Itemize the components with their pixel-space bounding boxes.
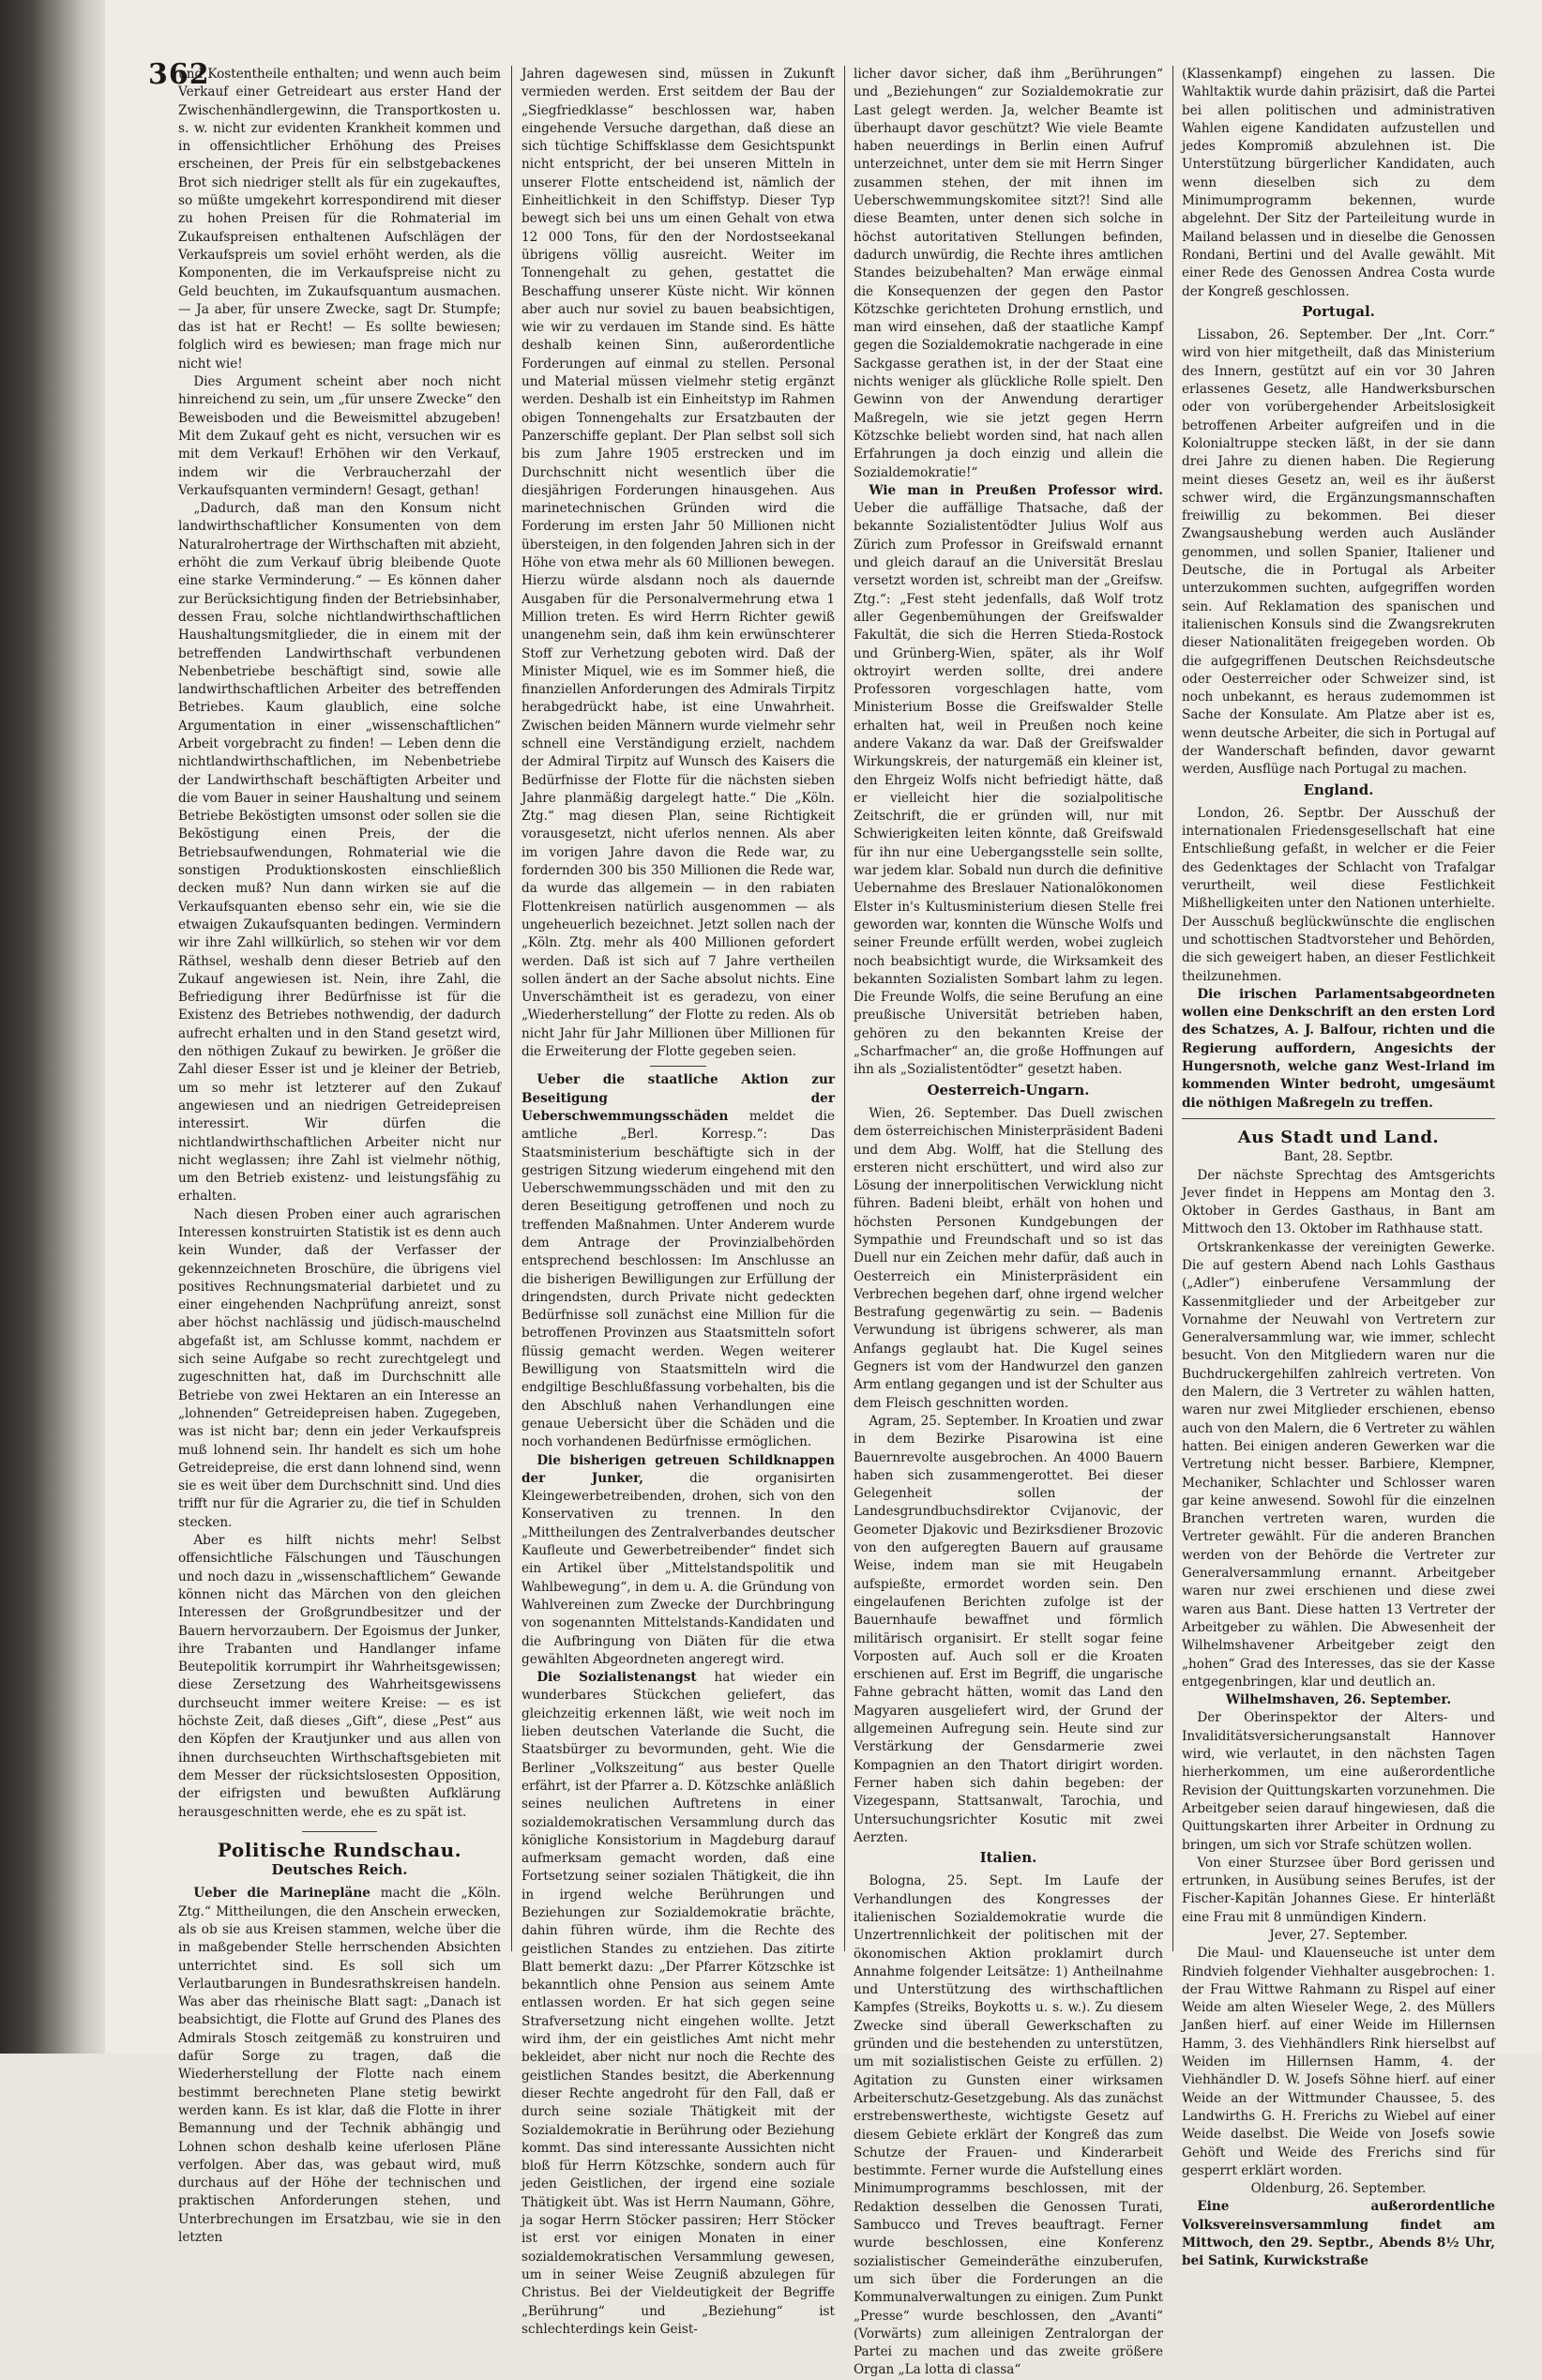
paragraph: Ortskrankenkasse der vereinigten Gewerke. Die auf gestern Abend nach Lohls Gasthaus („Adler“) einberufene Versammlung der Kassenmitglieder und der Arbeitgeber zur Vornahme der Neuwahl von Vertretern zur Generalversammlung war, wie immer, schlecht besucht. Von den Mitgliedern waren nur die Buchdruckergehilfen zahlreich vertreten. Von den Malern, die 3 Vertreter zu wählen hatten, waren nur zwei Mitglieder erschienen, ebenso auch von den Malern, die 6 Vertreter zu wählen hatten. Bei einigen anderen Gewerken war die Vertretung nicht besser. Barbiere, Klempner, Mechaniker, Schlachter und Schlosser waren gar keine anwesend. Sowohl für die einzelnen Branchen vertreten waren, wurden die Vertreter gewählt. Für die anderen Branchen werden von der Behörde die Vertreter zur Generalversammlung ernannt. Arbeitgeber waren nur zwei erschienen und diese zwei waren aus Bant. Diese hatten 13 Vertreter der Arbeitgeber zu wählen. Die Abwesenheit der Wilhelmshavener Arbeitgeber zeigt den „hohen“ Grad des Interesses, das sie der Kasse entgegenbringen, klar und deutlich an.	[1182, 1239, 1495, 1690]
column-rule	[844, 66, 845, 1951]
paragraph: Wien, 26. September. Das Duell zwischen dem österreichischen Ministerpräsident Badeni und dem Abg. Wolff, hat die Stellung des ersteren nicht erschüttert, und wird also zur Lösung der innerpolitischen Verwicklung nicht führen. Badeni bleibt, erhält von hohen und höchsten Personen Kundgebungen der Sympathie und Freundschaft und so ist das Duell nur ein Zeichen mehr dafür, daß auch in Oesterreich ein Ministerpräsident ein Verbrechen begehen darf, ohne irgend welcher Bestrafung gegenwärtig zu sein. — Badenis Verwundung ist übrigens schwerer, als man Anfangs geglaubt hat. Die Kugel seines Gegners ist vom der Handwurzel den ganzen Arm entlang gegangen und ist der Schulter aus dem Fleisch geschnitten worden.	[854, 1105, 1163, 1411]
paragraph: „Dadurch, daß man den Konsum nicht landwirthschaftlicher Konsumenten von dem Naturalrohertrage der Wirthschaften mit abzieht, erhöht die zum Verkauf übrig bleibende Quote eine starke Verminderung.“ — Es können daher zur Berücksichtigung finden der Betriebsinhaber, dessen Frau, solche nichtlandwirthschaftlichen Haushaltungsmitglieder, die in einem mit der betreffenden Landwirthschaft verbundenen Nebenbetriebe beschäftigt sind, sowie alle landwirthschaftlichen Arbeiter des betreffenden Betriebes. Kaum glaublich, eine solche Argumentation in einer „wissenschaftlichen“ Arbeit vorgebracht zu finden! — Leben denn die nichtlandwirthschaftlichen, im Nebenbetriebe der Landwirthschaft beschäftigten Arbeiter und die vom Bauer in seiner Haushaltung und seinem Betriebe Beköstigten umsonst oder sollen sie die Beköstigung einen Preis, der die Betriebsaufwendungen, Rohmaterial wie die sonstigen Produktionskosten einschließlich decken muß? Nun dann wirken sie auf die Verkaufsquanten ebenso sehr ein, wie sie die etwaigen Zukaufsquanten bedingen. Vermindern wir ihre Zahl willkürlich, so stehen wir vor dem Räthsel, weshalb denn dieser Betrieb auf den Zukauf angewiesen ist. Nein, ihre Zahl, die Befriedigung ihrer Bedürfnisse ist für die Existenz des Betriebes nothwendig, der dadurch aufrecht erhalten und in den Stand gesetzt wird, den nöthigen Zukauf zu bewirken. Je größer die Zahl dieser Esser ist und je kleiner der Betrieb, um so mehr ist letzterer auf den Zukauf angewiesen und an niedrigen Getreidepreisen interessirt. Wir dürfen die nichtlandwirthschaftlichen Arbeiter nicht nur nicht weglassen; ihre Zahl ist vielmehr nöthig, um den Betrieb existenz- und leistungsfähig zu erhalten.	[178, 501, 501, 1205]
paragraph: und Kostentheile enthalten; und wenn auch beim Verkauf einer Getreideart aus erster Hand der Zwischenhändlergewinn, die Transportkosten u. s. w. nicht zur evidenten Krankheit kommen und in offensichtlicher Erhöhung des Preises erscheinen, der Preis für ein selbstgebackenes Brot sich niedriger stellt als für ein zugekauftes, so müßte umgekehrt korrespondirend mit dieser zu hohen Preisen für die Rohmaterial im Zukaufspreisen enthaltenen Aufschlägen der Verkaufspreis um soviel erhöht werden, als die Komponenten, die im Verkaufspreise nicht zu Geld beuchten, im Zukaufsquantum ausmachen. — Ja aber, für unsere Zwecke, sagt Dr. Stumpfe; das ist hat er Recht! — Es sollte bewiesen; folglich wird es bewiesen; man frage mich nur nicht wie!	[178, 67, 501, 371]
subsection-heading: Italien.	[979, 1849, 1037, 1867]
page-number: 362	[148, 58, 210, 91]
paragraph: London, 26. Septbr. Der Ausschuß der internationalen Friedensgesellschaft hat eine Entschließung gefaßt, in welcher er die Feier des Gedenktages der Schlacht von Trafalgar verurtheilt, weil diese Festlichkeit Mißhelligkeiten unter den Nationen unterhielte. Der Ausschuß beglückwünschte die englischen und schottischen Stadtvorsteher und Behörden, die sich geweigert haben, an dieser Festlichkeit theilzunehmen.	[1182, 805, 1495, 984]
paragraph: Agram, 25. September. In Kroatien und zwar in dem Bezirke Pisarowina ist eine Bauernrevolte ausgebrochen. An 4000 Bauern haben sich zusammengerottet. Bei dieser Gelegenheit sollen der Landesgrundbuchsdirektor Cvijanovic, der Geometer Djakovic und Bezirksdiener Brozovic von den aufgeregten Bauern auf grausame Weise, indem man sie mit Heugabeln aufspießte, ermordet worden sein. Den eingelaufenen Berichten zufolge ist der Bauernhaufe bewaffnet und förmlich militärisch organisirt. Er stellt sogar feine Vorposten auf. Auch soll er die Kroaten erschienen auf. Erst im Begriff, die ungarische Fahne gebracht hätten, womit das Land den Magyaren ausgeliefert wird, der Grund der allgemeinen Aufregung sein. Heute sind zur Verstärkung der Gensdarmerie zwei Kompagnien an den Thatort dirigirt worden. Ferner haben sich dahin begeben: der Vizegespann, Stattsanwalt, Tarochia, und Untersuchungsrichter Kosutic mit zwei Aerzten.	[854, 1413, 1163, 1845]
divider	[650, 1066, 706, 1067]
paragraph: licher davor sicher, daß ihm „Berührungen“ und „Beziehungen“ zur Sozialdemokratie zur Last gelegt werden. Ja, welcher Beamte ist überhaupt davor geschützt? Wie viele Beamte haben neuerdings in Berlin einen Aufruf unterzeichnet, unter dem sie mit Herrn Singer zusammen stehen, der mit ihnen im Ueberschwemmungskomitee sitzt?! Sind alle diese Beamten, unter denen sich solche in höchst autoritativen Stellungen befinden, dadurch unwürdig, die Rechte ihres amtlichen Standes beizubehalten? Man erwäge einmal die Konsequenzen der gegen den Pastor Kötzschke gerichteten Drohung ernstlich, und man wird einsehen, daß der staatliche Kampf gegen die Sozialdemokratie nachgerade in eine Sackgasse gerathen ist, in der der Staat eine nichts weniger als glückliche Rolle spielt. Den Gewinn von der Anwendung derartiger Maßregeln, wie sie jetzt gegen Herrn Kötzschke beliebt worden sind, hat nach allen Erfahrungen ja doch einzig und allein die Sozialdemokratie!“	[854, 67, 1163, 480]
column-1	[178, 66, 502, 2246]
article-lead: Ueber die Marinepläne	[193, 1886, 370, 1902]
paragraph: Aber es hilft nichts mehr! Selbst offensichtliche Fälschungen und Täuschungen und noch dazu in „wissenschaftlichem“ Gewande können nicht das Märchen von den gleichen Interessen der Großgrundbesitzer und der Bauern hervorzaubern. Der Egoismus der Junker, ihre Trabanten und Handlanger infame Beutepolitik korrumpirt ihr Wahrheitsgewissen; diese Zersetzung des Wahrheitsgewissens durchseucht immer weitere Kreise: — es ist höchste Zeit, daß dieses „Gift“, diese „Pest“ aus den Köpfen der Krautjunker und aus allen von ihnen durchseuchten Wirthschaftsgebieten mit dem Messer der rücksichtslosesten Opposition, der eifrigsten und bewußten Aufklärung herausgeschnitten werde, ehe es zu spät ist.	[178, 1533, 501, 1820]
column-3	[854, 66, 1163, 2378]
column-2	[522, 66, 835, 2337]
paragraph: Der Oberinspektor der Alters- und Invaliditätsversicherungsanstalt Hannover wird, wie verlautet, in den nächsten Tagen hierherkommen, um eine außerordentliche Revision der Quittungskarten vorzunehmen. Die Arbeitgeber seien darauf hingewiesen, daß die Quittungskarten ihrer Arbeiter in Ordnung zu bringen, um sich vor Strafe schützen wollen.	[1182, 1710, 1495, 1853]
paragraph: hat wieder ein wunderbares Stückchen geliefert, das gleichzeitig erkennen läßt, wie weit noch im lieben deutschen Vaterlande die Sucht, die Staatsbürger zu bevormunden, geht. Wie die Berliner „Volkszeitung“ aus bester Quelle erfährt, ist der Pfarrer a. D. Kötzschke anläßlich seines neulichen Auftretens in einer sozialdemokratischen Versammlung durch das königliche Konsistorium in Magdeburg darauf aufmerksam gemacht worden, daß eine Fortsetzung seiner sozialen Thätigkeit, die ihn in irgend welche Berührungen und Beziehungen zur Sozialdemokratie brächte, dahin führen würde, ihm die Rechte des geistlichen Standes zu entziehen. Das zitirte Blatt bemerkt dazu: „Der Pfarrer Kötzschke ist bekanntlich ohne Pension aus seinem Amte entlassen worden. Er hat sich gegen seine Strafversetzung nicht eingehen wollte. Jetzt wird ihm, der ein geistliches Amt nicht mehr bekleidet, aber nicht nur noch die Rechte des geistlichen Standes besitzt, die Aberkennung dieser Rechte angedroht für den Fall, daß er durch seine soziale Thätigkeit mit der Sozialdemokratie in Berührung oder Beziehung kommt. Das sind interessante Aussichten nicht bloß für Herrn Kötzschke, sondern auch für jeden Geistlichen, der irgend eine soziale Thätigkeit übt. Was ist Herrn Naumann, Göhre, ja sogar Herrn Stöcker passiren; Herr Stöcker ist erst vor einigen Monaten in einer sozialdemokratischen Versammlung gewesen, um in seiner Weise Zeugniß abzulegen für Christus. Bei der Vieldeutigkeit der Begriffe „Berührung“ und „Beziehung“ ist schlechterdings kein Geist-	[522, 1670, 835, 2337]
book-binding	[0, 0, 105, 2054]
article-lead: Wie man in Preußen Professor wird.	[869, 482, 1163, 498]
dateline: Bant, 28. Septbr.	[1283, 1149, 1394, 1165]
paragraph: Lissabon, 26. September. Der „Int. Corr.“ wird von hier mitgetheilt, daß das Ministerium des Innern, gestützt auf ein vor 30 Jahren erlassenes Gesetz, alle Handwerksburschen oder von vorübergehender Arbeitslosigkeit betroffenen Arbeiter aufgreifen und in die Kolonialtruppe stecken läßt, in der sie dann drei Jahre zu dienen haben. Die Regierung meint dieses Gesetz an, weil es ihr äußerst schwer wird, die Ergänzungsmannschaften freiwillig zu bekommen. Bei dieser Zwangsaushebung werden auch Ausländer genommen, und sollen Spanier, Italiener und Deutsche, die in Portugal als Arbeiter unterzukommen suchten, aufgegriffen worden sein. Auf Reklamation des spanischen und italienischen Konsuls sind die Zwangsrekruten dieser Nationalitäten freigegeben worden. Ob die aufgegriffenen Deutschen Reichsdeutsche oder Oesterreicher oder Schweizer sind, ist noch unbekannt, es heraus zudemommen ist Sache der Konsulate. Am Platze aber ist es, wenn deutsche Arbeiter, die sich in Portugal auf der Wanderschaft befinden, davor gewarnt werden, Ausflüge nach Portugal zu machen.	[1182, 327, 1495, 778]
column-rule	[1172, 66, 1173, 1951]
paragraph: meldet die amtliche „Berl. Korresp.“: Das Staatsministerium beschäftigte sich in der gestrigen Sitzung wiederum eingehend mit den Ueberschwemmungsschäden und mit den zu deren Beseitigung getroffenen und noch zu treffenden Maßnahmen. Unter Anderem wurde dem Antrage der Provinzialbehörden entsprechend beschlossen: Im Anschlusse an die bisherigen Bewilligungen zur Erfüllung der dringendsten, durch Private nicht gedeckten Bedürfnisse soll zunächst eine Million für die betroffenen Provinzen aus Staatsmitteln sofort flüssig gemacht werden. Wegen weiterer Bewilligung von Staatsmitteln wird die endgiltige Beschlußfassung vorbehalten, bis die den Abschluß nahen Verhandlungen eine genaue Uebersicht über die Schäden und die noch vorhandenen Bedürfnisse ermöglichen.	[522, 1108, 835, 1450]
dateline: Wilhelmshaven, 26. September.	[1225, 1692, 1452, 1708]
subsection-heading: Portugal.	[1302, 302, 1375, 320]
dateline: Jever, 27. September.	[1269, 1927, 1408, 1943]
subsection-heading: Oesterreich-Ungarn.	[927, 1081, 1090, 1099]
paragraph: Von einer Sturzsee über Bord gerissen und ertrunken, in Ausübung seines Berufes, ist der Fischer-Kapitän Johannes Giese. Er hinterläßt eine Frau mit 8 unmündigen Kindern.	[1182, 1855, 1495, 1925]
column-rule	[511, 66, 512, 1951]
section-heading: Politische Rundschau.	[217, 1838, 462, 1861]
paragraph: Ueber die auffällige Thatsache, daß der bekannte Sozialistentödter Julius Wolf aus Zürich zum Professor in Greifswald ernannt und gleich darauf an die Universität Breslau versetzt worden ist, schreibt man der „Greifsw. Ztg.“: „Fest steht jedenfalls, daß Wolf trotz aller Gegenbemühungen der Greifswalder Fakultät, die sich die Herren Stieda-Rostock und Grünberg-Wien, später, als ihr Wolf oktroyirt werden sollte, drei andere Professoren vorgeschlagen hatte, vom Ministerium Bosse die Greifswalder Stelle erhalten hat, weil in Preußen noch keine andere Vakanz da war. Daß der Greifswalder Wirkungskreis, der naturgemäß ein kleiner ist, den Ehrgeiz Wolfs nicht befriedigt hätte, daß er vielleicht hier die sozialpolitische Zeitschrift, die er gründen will, nur mit Schwierigkeiten leiten könnte, daß Greifswald für ihn nur eine Uebergangsstelle sein sollte, war jedem klar. Sobald nun durch die definitive Uebernahme des Breslauer Nationalökonomen Elster in's Kultusministerium diesen Stelle frei geworden war, konnten die Wünsche Wolfs und seiner Freunde erfüllt werden, wobei zugleich noch beabsichtigt wurde, die Wirksamkeit des bekannten Sozialisten Sombart lahm zu legen. Die Freunde Wolfs, die seine Berufung an eine preußische Universität betrieben haben, gehören zu den bekannten Kreise der „Scharfmacher“ an, die große Hoffnungen auf ihn als „Sozialistentödter“ gesetzt haben.	[854, 501, 1163, 1078]
column-4	[1182, 66, 1495, 2269]
subsection-heading: Deutsches Reich.	[271, 1861, 408, 1879]
paragraph: die organisirten Kleingewerbetreibenden, drohen, sich von den Konservativen zu trennen. In den „Mittheilungen des Zentralverbandes deutscher Kaufleute und Gewerbetreibender“ findet sich ein Artikel über „Mittelstandspolitik und Wahlbewegung“, in dem u. A. die Gründung von Wahlvereinen zum Zwecke der Durchbringung von sogenannten Mittelstands-Kandidaten und die Aufbringung von Diäten für die etwa gewählten Abgeordneten angeregt wird.	[522, 1470, 835, 1667]
divider	[1182, 1118, 1495, 1119]
paragraph: Bologna, 25. Sept. Im Laufe der Verhandlungen des Kongresses der italienischen Sozialdemokratie wurde die Unzertrennlichkeit der politischen mit der ökonomischen Aktion proklamirt durch Annahme folgender Leitsätze: 1) Antheilnahme und Unterstützung des wirthschaftlichen Kampfes (Streiks, Boykotts u. s. w.). Zu diesem Zwecke sind überall Gewerkschaften zu gründen und die bestehenden zu unterstützen, um mit sozialistischen Geiste zu erfüllen. 2) Agitation zu Gunsten einer wirksamen Arbeiterschutz-Gesetzgebung. Als das zunächst erstrebenswertheste, wichtigste Gesetz auf diesem Gebiete erklärt der Kongreß das zum Schutze der Frauen- und Kinderarbeit bestimmte. Ferner wurde die Aufstellung eines Minimumprogramms beschlossen, mit der Redaktion desselben die Genossen Turati, Sambucco und Treves beauftragt. Ferner wurde beschlossen, eine Konferenz sozialistischer Gemeinderäthe einzuberufen, um sich über die Forderungen an die Kommunalverwaltungen zu einigen. Zum Punkt „Presse“ wurde beschlossen, den „Avanti“ (Vorwärts) zum alleinigen Zentralorgan der Partei zu machen und das zweite größere Organ „La lotta di classa“	[854, 1873, 1163, 2378]
article-lead: Die bisherigen getreuen Schildknappen der Junker,	[522, 1452, 835, 1486]
paragraph: macht die „Köln. Ztg.“ Mittheilungen, die den Anschein erwecken, als ob sie aus Kreisen stammen, welche über die in maßgebender Stelle herrschenden Absichten unterrichtet sind. Es soll sich um Verlautbarungen in Bundesrathskreisen handeln. Was aber das rheinische Blatt sagt: „Danach ist beabsichtigt, die Flotte auf Grund des Planes des Admirals Stosch zeitgemäß zu konstruiren und dafür Sorge zu tragen, daß die Wiederherstellung der Flotte nach einem bestimmt berechneten Plane stetig bewirkt werden kann. Es ist klar, daß die Flotte in ihrer Bemannung und der Technik abhängig und Lohnen schon deshalb keine uferlosen Pläne verfolgen. Aber das, was gebaut wird, muß durchaus auf der Höhe der technischen und praktischen Anforderungen stehen, und Unterbrechungen im Ersatzbau, wie sie in den letzten	[178, 1886, 502, 2246]
dateline: Oldenburg, 26. September.	[1250, 2181, 1427, 2197]
paragraph: Die irischen Parlamentsabgeordneten wollen eine Denkschrift an den ersten Lord des Schatzes, A. J. Balfour, richten und die Regierung auffordern, Angesichts der Hungersnoth, welche ganz West-Irland im kommenden Winter bedroht, umgesäumt die nöthigen Maßregeln zu treffen.	[1182, 986, 1495, 1111]
subsection-heading: England.	[1303, 781, 1374, 798]
paragraph: (Klassenkampf) eingehen zu lassen. Die Wahltaktik wurde dahin präzisirt, daß die Partei bei allen politischen und administrativen Wahlen eigene Kandidaten aufzustellen und jedes Kompromiß abzulehnen ist. Die Unterstützung bürgerlicher Kandidaten, auch wenn dieselben sich zu dem Minimumprogramm bekennen, wurde abgelehnt. Der Sitz der Parteileitung wurde in Mailand belassen und in dieselbe die Genossen Rondani, Bertini und del Avalle gewählt. Mit einer Rede des Genossen Andrea Costa wurde der Kongreß geschlossen.	[1182, 67, 1495, 299]
section-heading: Aus Stadt und Land.	[1237, 1127, 1440, 1147]
divider	[302, 1831, 377, 1832]
paragraph: Der nächste Sprechtag des Amtsgerichts Jever findet in Heppens am Montag den 3. Oktober in Gerdes Gasthaus, in Bant am Mittwoch den 13. Oktober im Rathhause statt.	[1182, 1167, 1495, 1237]
paragraph: Die Maul- und Klauenseuche ist unter dem Rindvieh folgender Viehhalter ausgebrochen: 1. der Frau Wittwe Rahmann zu Rispel auf einer Weide am alten Wieseler Wege, 2. des Müllers Janßen hierf. auf einer Weide im Hillernsen Hamm, 3. des Viehhändlers Rink hierselbst auf Weiden im Hillernsen Hamm, 4. der Viehhändler D. W. Josefs Söhne hierf. auf einer Weide an der Wittmunder Chaussee, 5. des Landwirths G. H. Frerichs zu Wiebel auf einer Weide daselbst. Die Weide von Josefs sowie Gehöft und Weide des Frerichs sind für gesperrt erklärt worden.	[1182, 1946, 1495, 2178]
article-lead: Die Sozialistenangst	[537, 1670, 697, 1686]
paragraph: Nach diesen Proben einer auch agrarischen Interessen konstruirten Statistik ist es denn auch kein Wunder, daß der Verfasser der gekennzeichneten Broschüre, die übrigens viel positives Rechnungsmaterial darbietet und zu einer eingehenden Nachprüfung anreizt, sonst aber höchst nachlässig und jüdisch-mauschelnd abgefaßt ist, am Schlusse kommt, nachdem er sich seine Aufgabe so recht zurechtgelegt und zugeschnitten hat, daß im Durchschnitt alle Betriebe von zwei Hektaren an ein Interesse an „lohnenden“ Getreidepreisen haben. Zugegeben, was ist nicht bar; denn ein jeder Verkaufspreis muß lohnend sein. Ihr handelt es sich um hohe Getreidepreise, die erst dann lohnend sind, wenn sie es weit über dem Durchschnitt sind. Und dies trifft nur für die Agrarier zu, die tief in Schulden stecken.	[178, 1206, 501, 1530]
article-lead: Ueber die staatliche Aktion zur Beseitigung der Ueberschwemmungsschäden	[522, 1072, 835, 1124]
paragraph: Eine außerordentliche Volksvereinsversammlung findet am Mittwoch, den 29. Septbr., Abends 8½ Uhr, bei Satink, Kurwickstraße	[1182, 2199, 1495, 2269]
paragraph: Dies Argument scheint aber noch nicht hinreichend zu sein, um „für unsere Zwecke“ den Beweisboden und die Beweismittel abzugeben! Mit dem Zukauf geht es nicht, versuchen wir es mit dem Verkauf! Erhöhen wir den Verkauf, indem wir die Verbraucherzahl der Verkaufsquanten vermindern! Gesagt, gethan!	[178, 374, 501, 498]
paragraph: Jahren dagewesen sind, müssen in Zukunft vermieden werden. Erst seitdem der Bau der „Siegfriedklasse“ beschlossen war, haben eingehende Versuche dargethan, daß diese an sich tüchtige Schiffsklasse dem Gesichtspunkt nicht entspricht, der bei unseren Mitteln in unserer Flotte entscheidend ist, nämlich der Einheitlichkeit in den Schiffstyp. Dieser Typ bewegt sich bei uns um einen Gehalt von etwa 12 000 Tons, für den der Nordostseekanal übrigens völlig ausreicht. Weiter im Tonnengehalt zu gehen, gestattet die Beschaffung unserer Küste nicht. Wir können aber auch nur soviel zu bauen beabsichtigen, wie wir zu verdauen im Stande sind. Es hätte deshalb keinen Sinn, außerordentliche Forderungen auf einmal zu stellen. Personal und Material müssen vielmehr stetig ergänzt werden. Deshalb ist ein Einheitstyp im Rahmen obigen Tonnengehalts zur Ersatzbauten der Panzerschiffe geplant. Der Plan selbst soll sich bis zum Jahre 1905 erstrecken und im Durchschnitt nicht wesentlich über die diesjährigen Forderungen hinausgehen. Aus marinetechnischen Gründen wird die Forderung im ersten Jahr 50 Millionen nicht übersteigen, in den folgenden Jahren sich in der Höhe von etwa mehr als 60 Millionen bewegen. Hierzu würde alsdann noch als dauernde Ausgaben für die Personalvermehrung etwa 1 Million treten. Es wird Herrn Richter gewiß unangenehm sein, daß ihm kein erwünschterer Stoff zur Verhetzung geboten wird. Daß der Minister Miquel, wie es im Sommer hieß, die finanziellen Anforderungen des Admirals Tirpitz herabgedrückt habe, ist eine Unwahrheit. Zwischen beiden Männern wurde vielmehr sehr schnell eine Verständigung erzielt, nachdem der Admiral Tirpitz auf Wunsch des Kaisers die Bedürfnisse der Flotte für die nächsten sieben Jahre planmäßig dargelegt hatte.“ Die „Köln. Ztg.“ mag diesen Plan, seine Richtigkeit vorausgesetzt, nicht uferlos nennen. Als aber im vorigen Jahre davon die Rede war, zu fordernden 300 bis 350 Millionen die Rede war, da wurde das allgemein — in den rabiaten Flottenkreisen natürlich ausgenommen — als ungeheuerlich bezeichnet. Jetzt sollen nach der „Köln. Ztg. mehr als 400 Millionen gefordert werden. Daß ist sich auf 7 Jahre vertheilen sollen ändert an der Sache absolut nichts. Eine Unverschämtheit ist es geradezu, von einer „Wiederherstellung“ der Flotte zu reden. Als ob nicht Jahr für Jahr Millionen über Millionen für die Erweiterung der Flotte gegeben seien.	[522, 67, 835, 1060]
